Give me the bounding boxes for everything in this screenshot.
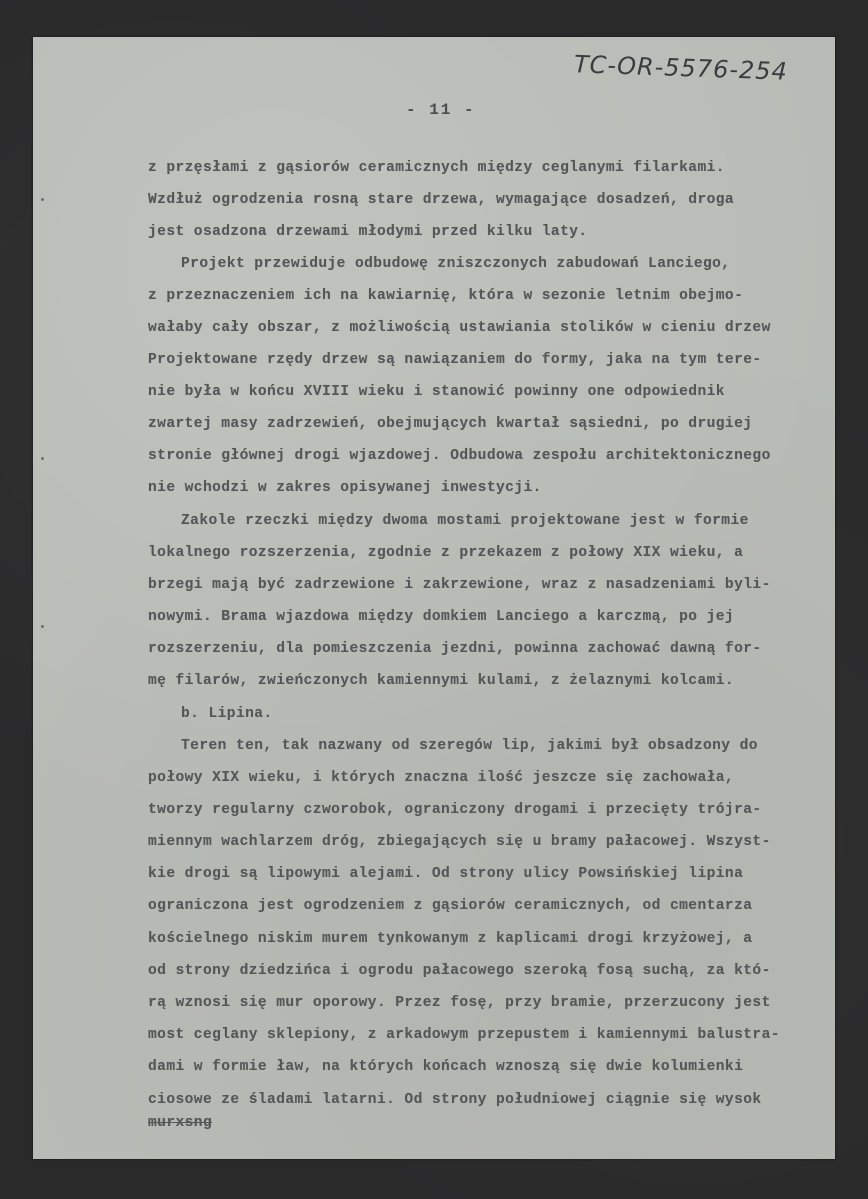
text-line: kościelnego niskim murem tynkowanym z kaplicami drogi krzyżowej, a (148, 931, 753, 947)
text-line: od strony dziedzińca i ogrodu pałacowego szeroką fosą suchą, za któ- (148, 963, 771, 979)
struck-out-text: murxsng (148, 1115, 213, 1131)
text-line: ciosowe ze śladami latarni. Od strony południowej ciągnie się wysok (148, 1092, 762, 1108)
page-number: - 11 - (406, 101, 476, 119)
text-line: most ceglany sklepiony, z arkadowym przepustem i kamiennymi balustra- (148, 1027, 780, 1043)
text-line: Projekt przewiduje odbudowę zniszczonych zabudowań Lanciego, (181, 256, 731, 272)
text-line: nie była w końcu XVIII wieku i stanowić powinny one odpowiednik (148, 384, 725, 400)
text-line: połowy XIX wieku, i których znaczna ilość jeszcze się zachowała, (148, 770, 735, 786)
text-line: rą wznosi się mur oporowy. Przez fosę, przy bramie, przerzucony jest (148, 995, 771, 1011)
text-line: rozszerzeniu, dla pomieszczenia jezdni, powinna zachować dawną for- (148, 641, 762, 657)
text-line: brzegi mają być zadrzewione i zakrzewione, wraz z nasadzeniami byli- (148, 577, 771, 593)
margin-hole-mark (41, 198, 44, 201)
text-line: stronie głównej drogi wjazdowej. Odbudowa zespołu architektonicznego (148, 448, 771, 464)
text-line: dami w formie ław, na których końcach wznoszą się dwie kolumienki (148, 1059, 744, 1075)
text-line: Projektowane rzędy drzew są nawiązaniem do formy, jaka na tym tere- (148, 352, 762, 368)
text-line: jest osadzona drzewami młodymi przed kilku laty. (148, 224, 588, 240)
margin-hole-mark (41, 457, 44, 460)
text-line: zwartej masy zadrzewień, obejmujących kwartał sąsiedni, po drugiej (148, 416, 753, 432)
text-line: Wzdłuż ogrodzenia rosną stare drzewa, wymagające dosadzeń, droga (148, 192, 735, 208)
text-line: nowymi. Brama wjazdowa między domkiem Lanciego a karczmą, po jej (148, 609, 735, 625)
text-line: Zakole rzeczki między dwoma mostami projektowane jest w formie (181, 513, 749, 529)
text-line: Teren ten, tak nazwany od szeregów lip, jakimi był obsadzony do (181, 738, 758, 754)
text-line: mę filarów, zwieńczonych kamiennymi kulami, z żelaznymi kolcami. (148, 673, 735, 689)
text-line: ograniczona jest ogrodzeniem z gąsiorów ceramicznych, od cmentarza (148, 898, 753, 914)
text-line: z przeznaczeniem ich na kawiarnię, która w sezonie letnim obejmo- (148, 288, 744, 304)
margin-hole-mark (41, 625, 44, 628)
text-line: miennym wachlarzem dróg, zbiegających się u bramy pałacowej. Wszyst- (148, 834, 771, 850)
text-line: nie wchodzi w zakres opisywanej inwestycji. (148, 480, 542, 496)
archive-reference-number: TC-OR-5576-254 (573, 50, 789, 86)
text-line: kie drogi są lipowymi alejami. Od strony ulicy Powsińskiej lipina (148, 866, 744, 882)
text-line: wałaby cały obszar, z możliwością ustawiania stolików w cieniu drzew (148, 320, 771, 336)
section-heading: b. Lipina. (181, 706, 273, 722)
text-line: z przęsłami z gąsiorów ceramicznych między ceglanymi filarkami. (148, 160, 725, 176)
text-line: lokalnego rozszerzenia, zgodnie z przekazem z połowy XIX wieku, a (148, 545, 744, 561)
text-line: tworzy regularny czworobok, ograniczony drogami i przecięty trójra- (148, 802, 762, 818)
